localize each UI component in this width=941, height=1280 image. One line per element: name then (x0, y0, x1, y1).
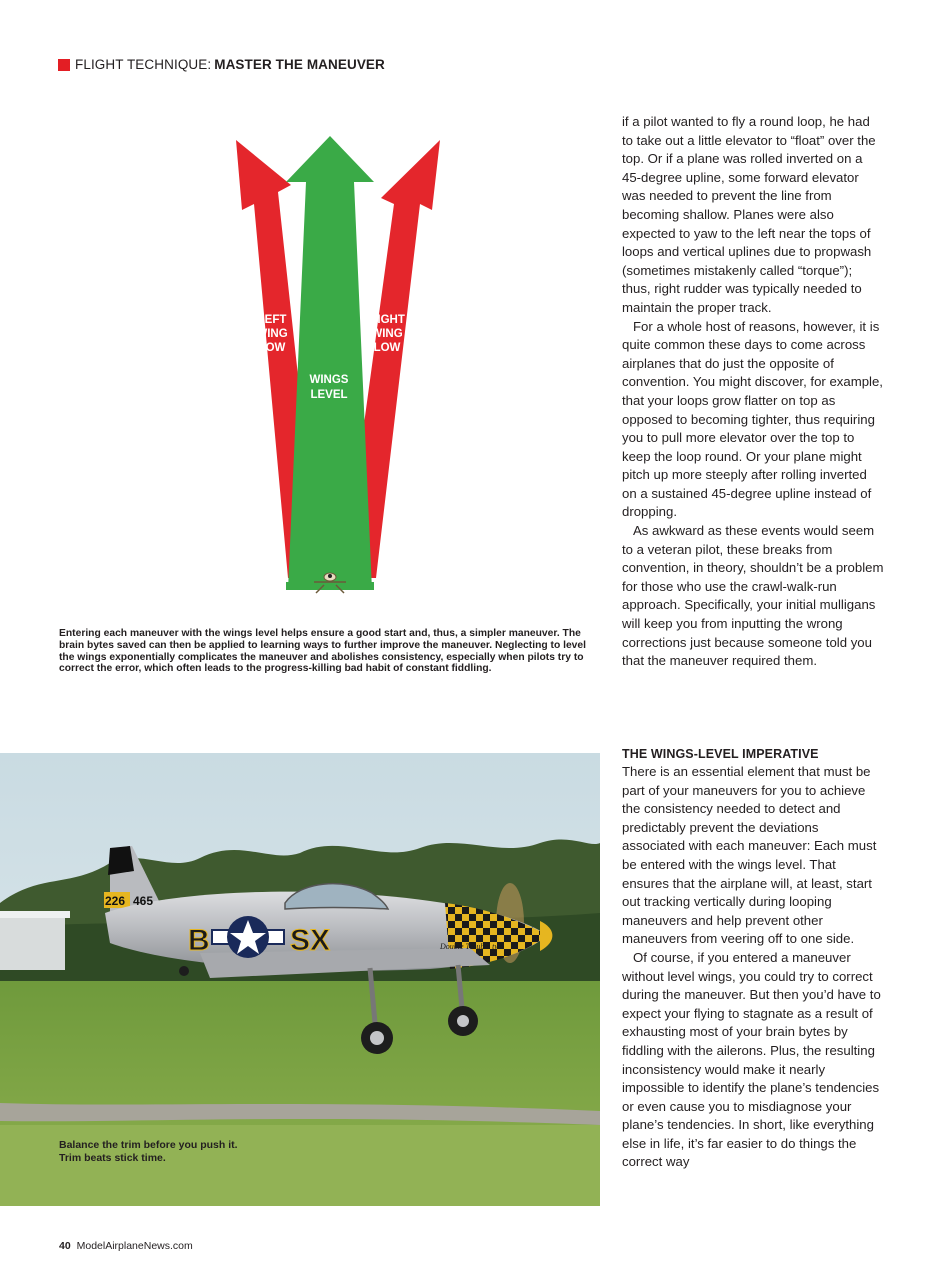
diagram-caption: Entering each maneuver with the wings level helps ensure a good start and, thus, a simpler maneuver. The brain bytes saved can then be applied to learning ways to further improve the maneuver. Neglecting to level the wings exponentially complicates the maneuver and abolishes consistency, especially when pilots try to correct the error, which often leads to the progress-killing bad habit of constant fiddling. (59, 628, 586, 675)
nose-art-text: Double Trouble two (440, 942, 504, 951)
arrow-diagram-svg (200, 130, 450, 600)
paragraph: As awkward as these events would seem to a veteran pilot, these breaks from convention, in theory, shouldn’t be a problem for those who use the crawl-walk-run approach. Specifically, your initial mulligans will keep you from inputting the wrong corrections just because someone told you that the maneuver required them. (622, 523, 884, 669)
fuselage-code-left: B (188, 924, 210, 957)
left-label-line-2: WING (256, 328, 288, 340)
section-header (58, 57, 385, 72)
paragraph: if a pilot wanted to fly a round loop, he had to take out a little elevator to “float” over the top. Or if a plane was rolled inverted on a 45-degree upline, some forward elevator was needed to prevent the line from becoming shallow. Planes were also expected to yaw to the left near the tops of loops and vertical uplines due to propwash (sometimes mistakenly called “torque”); thus, right rudder was typically needed to maintain the proper track. (622, 114, 876, 315)
right-label-line-3: LOW (373, 342, 401, 354)
fuselage-code-right: SX (290, 924, 331, 957)
article-column-upper (622, 113, 884, 671)
article-column-lower (622, 745, 884, 1172)
paragraph: For a whole host of reasons, however, it is quite common these days to come across airplanes that do just the opposite of convention. You might discover, for example, that your loops grow flatter on top as opposed to becoming tighter, thus requiring you to pull more elevator over the top to keep the loop round. Or your plane might pitch up more steeply after rolling inverted on a sustained 45-degree upline instead of dropping. (622, 318, 883, 520)
subhead: THE WINGS-LEVEL IMPERATIVE (622, 747, 819, 761)
wings-level-arrow (286, 136, 374, 590)
section-label: FLIGHT TECHNIQUE: (75, 57, 212, 72)
left-label-line-1: LEFT (257, 314, 287, 326)
section-marker-icon (58, 59, 70, 71)
right-label-line-2: WING (371, 328, 403, 340)
center-label-line-1: WINGS (309, 374, 349, 386)
tail-number-text: 465 (133, 894, 154, 908)
page-number: 40 (59, 1240, 71, 1252)
arrow-base (286, 582, 374, 590)
right-label-line-1: RIGHT (369, 314, 405, 326)
paragraph: Of course, if you entered a maneuver without level wings, you could try to correct during the maneuver. But then you’d have to expect your flying to stagnate as a result of exhausting most of your brain bytes by fiddling with the ailerons. Plus, the resulting inconsistency would make it nearly impossible to identify the plane’s tendencies or even cause you to misdiagnose your plane’s tendencies. In short, like everything else in life, it’s far easier to do things the correct way (622, 949, 881, 1170)
center-label-line-2: LEVEL (310, 389, 348, 401)
paragraph: There is an essential element that must be part of your maneuvers for you to achieve the consistency needed to detect and predictably prevent the deviations associated with each maneuver: Each must be entered with the wings level. That ensures that the airplane will, at least, start out tracking vertically during looping maneuvers and help prevent other maneuvers from veering off to one side. (622, 764, 877, 947)
tail-number-box-text: 226 (105, 894, 126, 908)
footer-site: ModelAirplaneNews.com (76, 1240, 193, 1252)
section-title: MASTER THE MANEUVER (214, 57, 385, 72)
left-label-line-3: LOW (258, 342, 286, 354)
page-footer (59, 1240, 193, 1252)
photo-caption: Balance the trim before you push it. Trim beats stick time. (59, 1139, 238, 1164)
wing-level-diagram (200, 130, 450, 600)
